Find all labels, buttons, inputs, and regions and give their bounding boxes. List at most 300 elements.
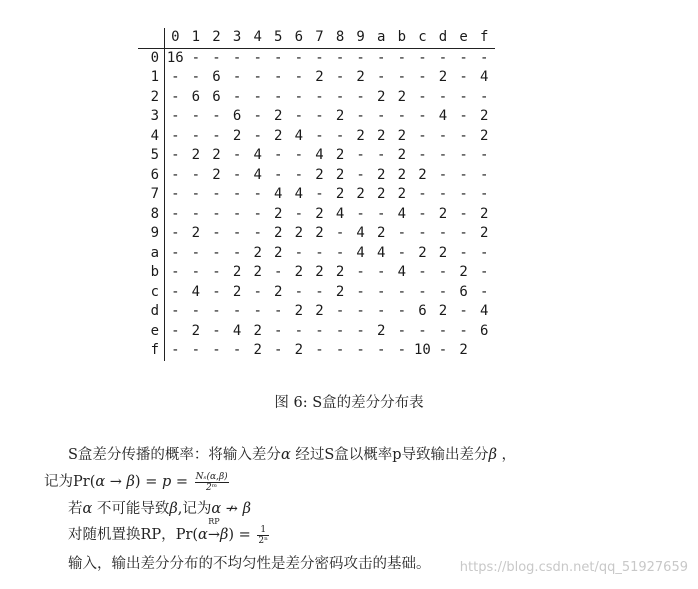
- table-cell: -: [418, 186, 427, 202]
- table-cell: 4: [294, 127, 304, 144]
- table-cell: -: [397, 225, 407, 241]
- table-cell: -: [438, 127, 448, 144]
- table-cell: -: [171, 127, 180, 144]
- table-cell: 2: [253, 264, 262, 280]
- table-cell: -: [191, 49, 201, 66]
- table-cell: -: [171, 205, 180, 222]
- table-cell: -: [459, 244, 468, 261]
- table-cell: -: [232, 225, 242, 241]
- row-header: 1: [138, 68, 165, 88]
- math-alpha: α: [198, 527, 208, 543]
- arrow-label: RP: [208, 517, 220, 526]
- table-cell: -: [274, 303, 283, 319]
- table-cell: 2: [274, 283, 283, 300]
- table-cell: -: [315, 322, 324, 339]
- table-cell: -: [438, 322, 448, 339]
- table-cell: -: [212, 205, 221, 222]
- table-cell: 4: [253, 166, 262, 183]
- table-cell: 2: [397, 166, 407, 183]
- table-cell: -: [418, 147, 427, 163]
- table-cell: -: [191, 186, 201, 202]
- table-cell: -: [253, 127, 262, 144]
- table-cell: -: [315, 88, 324, 105]
- math-pr: Pr(: [175, 527, 199, 543]
- table-cell: 2: [191, 225, 201, 241]
- table-cell: 2: [253, 322, 262, 339]
- table-cell: -: [377, 108, 386, 124]
- table-row: [138, 322, 495, 342]
- table-cell: -: [232, 186, 242, 202]
- table-cell: -: [377, 342, 386, 358]
- text-span: S盒差分传播的概率：将输入差分: [68, 447, 281, 463]
- table-cell: 6: [212, 88, 221, 105]
- table-cell: -: [191, 244, 201, 261]
- table-cell: 2: [397, 147, 407, 163]
- table-cell: -: [232, 303, 242, 319]
- table-row: [138, 68, 495, 88]
- table-row: [138, 146, 495, 166]
- table-cell: -: [315, 342, 324, 358]
- table-cell: 2: [253, 342, 262, 358]
- table-row: [138, 302, 495, 322]
- table-cell: -: [191, 69, 201, 85]
- table-cell: 2: [479, 205, 489, 222]
- table-cell: -: [315, 283, 324, 300]
- table-cell: -: [274, 147, 283, 163]
- table-cell: -: [479, 283, 489, 300]
- table-cell: -: [171, 88, 180, 105]
- table-row: [138, 166, 495, 186]
- table-cell: 2: [274, 225, 283, 241]
- row-header: 5: [138, 146, 165, 166]
- table-cell: 2: [438, 244, 448, 261]
- column-header: 9: [350, 28, 371, 48]
- table-cell: -: [171, 303, 180, 319]
- table-cell: -: [438, 283, 448, 300]
- table-cell: -: [479, 244, 489, 261]
- math-close: ) =: [134, 474, 162, 490]
- table-cell: -: [335, 69, 345, 85]
- table-cell: -: [191, 264, 201, 280]
- table-cell: -: [438, 147, 448, 163]
- table-cell: 16: [166, 49, 184, 66]
- table-cell: -: [459, 69, 468, 85]
- table-cell: -: [397, 244, 407, 261]
- table-cell: 2: [438, 205, 448, 222]
- table-cell: -: [335, 244, 345, 261]
- table-cell: -: [479, 88, 489, 105]
- table-cell: -: [171, 264, 180, 280]
- math-beta: β: [126, 474, 135, 490]
- table-cell: 6: [459, 283, 468, 300]
- table-cell: -: [479, 147, 489, 163]
- table-row: [138, 224, 495, 244]
- watermark-text: https://blog.csdn.net/qq_51927659: [459, 560, 688, 575]
- fraction-denominator: 2ᵐ: [206, 482, 218, 493]
- table-cell: 2: [191, 322, 201, 339]
- column-header: a: [371, 28, 392, 48]
- table-cell: -: [274, 264, 283, 280]
- table-cell: -: [294, 244, 304, 261]
- table-cell: -: [397, 69, 407, 85]
- table-cell: -: [274, 322, 283, 339]
- table-cell: 2: [274, 108, 283, 124]
- table-corner-cell: [138, 28, 165, 48]
- table-cell: 4: [479, 69, 489, 85]
- table-cell: 2: [212, 166, 221, 183]
- table-cell: -: [356, 49, 365, 66]
- table-cell: -: [191, 166, 201, 183]
- table-cell: 4: [356, 225, 365, 241]
- fraction-numerator: 1: [257, 525, 269, 536]
- column-header: f: [474, 28, 495, 48]
- table-cell: 2: [356, 69, 365, 85]
- table-cell: -: [253, 186, 262, 202]
- text-span: 若: [68, 501, 83, 517]
- table-cell: 2: [438, 69, 448, 85]
- row-header: b: [138, 263, 165, 283]
- table-cell: 4: [191, 283, 201, 300]
- table-cell: -: [232, 166, 242, 183]
- table-cell: -: [459, 49, 468, 66]
- table-cell: -: [418, 205, 427, 222]
- column-header: e: [453, 28, 474, 48]
- table-cell: 2: [274, 127, 283, 144]
- table-cell: -: [459, 166, 468, 183]
- table-cell: 2: [397, 186, 407, 202]
- text-span: ，: [496, 447, 517, 463]
- table-cell: 4: [356, 244, 365, 261]
- table-cell: -: [274, 69, 283, 85]
- table-cell: -: [315, 244, 324, 261]
- table-cell: -: [294, 88, 304, 105]
- table-cell: -: [438, 88, 448, 105]
- text-span: 不可能导致: [92, 501, 170, 517]
- table-cell: -: [335, 342, 345, 358]
- table-cell: -: [212, 342, 221, 358]
- table-cell: -: [315, 49, 324, 66]
- table-cell: -: [253, 88, 262, 105]
- table-cell: 2: [459, 264, 468, 280]
- table-cell: -: [253, 303, 262, 319]
- table-cell: 4: [315, 147, 324, 163]
- table-row: [138, 185, 495, 205]
- table-cell: -: [459, 186, 468, 202]
- column-header: 5: [268, 28, 289, 48]
- table-cell: -: [418, 283, 427, 300]
- table-cell: 2: [356, 186, 365, 202]
- paragraph-nonuniformity: 输入，输出差分分布的不均匀性是差分密码攻击的基础。: [68, 556, 431, 572]
- column-header: b: [392, 28, 413, 48]
- table-cell: 2: [377, 88, 386, 105]
- table-cell: 2: [315, 69, 324, 85]
- table-cell: -: [377, 49, 386, 66]
- table-cell: -: [356, 322, 365, 339]
- math-beta: β: [169, 501, 178, 517]
- table-cell: -: [418, 127, 427, 144]
- table-cell: 2: [335, 186, 345, 202]
- figure-caption: 图 6: S盒的差分分布表: [274, 395, 424, 411]
- table-row: [138, 283, 495, 303]
- table-cell: -: [232, 49, 242, 66]
- text-span: 对随机置换RP，: [68, 527, 176, 543]
- table-cell: -: [418, 264, 427, 280]
- table-cell: -: [171, 342, 180, 358]
- row-header: 6: [138, 166, 165, 186]
- table-header-row: [138, 28, 495, 48]
- table-cell: 6: [479, 322, 489, 339]
- table-cell: -: [459, 303, 468, 319]
- table-cell: -: [418, 108, 427, 124]
- table-cell: -: [212, 186, 221, 202]
- table-cell: -: [191, 342, 201, 358]
- row-header: c: [138, 283, 165, 303]
- table-cell: -: [212, 283, 221, 300]
- column-header: d: [433, 28, 454, 48]
- table-cell: -: [335, 88, 345, 105]
- table-cell: 2: [459, 342, 468, 358]
- table-cell: -: [418, 225, 427, 241]
- math-not-leads-to: α ↛ β: [211, 501, 251, 517]
- table-cell: -: [232, 147, 242, 163]
- table-cell: 2: [479, 225, 489, 241]
- text-span: 记为: [44, 474, 73, 490]
- math-arrow: →: [105, 474, 127, 490]
- row-header: e: [138, 322, 165, 342]
- table-cell: -: [232, 205, 242, 222]
- table-cell: -: [232, 88, 242, 105]
- arrow-glyph: →: [207, 527, 220, 543]
- table-cell: -: [356, 166, 365, 183]
- table-cell: 6: [232, 108, 242, 124]
- table-cell: -: [335, 49, 345, 66]
- table-cell: -: [294, 49, 304, 66]
- table-cell: -: [274, 88, 283, 105]
- row-header: 4: [138, 127, 165, 147]
- table-cell: -: [377, 69, 386, 85]
- table-cell: 2: [232, 264, 242, 280]
- table-cell: -: [335, 322, 345, 339]
- column-header: 6: [289, 28, 310, 48]
- row-header: 2: [138, 88, 165, 108]
- table-cell: -: [171, 69, 180, 85]
- table-cell: -: [253, 205, 262, 222]
- table-cell: -: [459, 88, 468, 105]
- table-cell: -: [397, 322, 407, 339]
- table-cell: -: [377, 147, 386, 163]
- table-cell: -: [253, 108, 262, 124]
- table-cell: 4: [397, 264, 407, 280]
- table-cell: 4: [232, 322, 242, 339]
- table-cell: 2: [315, 205, 324, 222]
- paragraph-impossible-differential: [68, 497, 251, 518]
- table-row: [138, 127, 495, 147]
- table-cell: -: [171, 244, 180, 261]
- table-cell: -: [397, 342, 407, 358]
- row-header: f: [138, 341, 165, 361]
- table-cell: -: [459, 147, 468, 163]
- table-cell: -: [253, 49, 262, 66]
- table-cell: 2: [479, 108, 489, 124]
- row-header: a: [138, 244, 165, 264]
- table-cell: -: [232, 244, 242, 261]
- difference-distribution-table-container: [138, 28, 508, 368]
- table-cell: 2: [315, 166, 324, 183]
- table-cell: -: [274, 342, 283, 358]
- table-cell: -: [315, 108, 324, 124]
- math-fraction: [257, 525, 269, 546]
- table-cell: -: [377, 303, 386, 319]
- table-cell: 2: [418, 166, 427, 183]
- table-cell: -: [377, 205, 386, 222]
- math-alpha: α: [95, 474, 106, 490]
- table-cell: -: [335, 127, 345, 144]
- table-cell: 2: [274, 244, 283, 261]
- table-row: [138, 205, 495, 225]
- table-cell: -: [212, 303, 221, 319]
- table-row: [138, 341, 495, 361]
- table-cell: -: [294, 69, 304, 85]
- table-cell: 6: [191, 88, 201, 105]
- table-cell: 2: [335, 108, 345, 124]
- table-cell: -: [418, 49, 427, 66]
- table-cell: -: [171, 147, 180, 163]
- table-row: [138, 88, 495, 108]
- table-cell: -: [253, 225, 262, 241]
- table-cell: -: [438, 49, 448, 66]
- paragraph-sbox-probability: [68, 443, 516, 464]
- table-cell: -: [356, 342, 365, 358]
- table-cell: 2: [212, 147, 221, 163]
- table-cell: 10: [413, 342, 431, 358]
- table-cell: -: [294, 147, 304, 163]
- table-cell: 2: [377, 166, 386, 183]
- difference-distribution-table: [138, 28, 495, 361]
- table-cell: 2: [232, 127, 242, 144]
- table-cell: -: [294, 283, 304, 300]
- table-cell: -: [212, 322, 221, 339]
- paragraph-random-permutation: [68, 517, 271, 546]
- column-header: 4: [247, 28, 268, 48]
- table-cell: -: [253, 283, 262, 300]
- table-cell: -: [377, 264, 386, 280]
- table-cell: 2: [315, 225, 324, 241]
- table-cell: 4: [335, 205, 345, 222]
- table-cell: 2: [397, 127, 407, 144]
- table-cell: -: [479, 166, 489, 183]
- math-beta: β: [220, 527, 229, 543]
- table-cell: 6: [212, 69, 221, 85]
- table-cell: -: [294, 205, 304, 222]
- table-cell: -: [171, 186, 180, 202]
- math-beta: β: [488, 447, 497, 463]
- table-cell: -: [356, 303, 365, 319]
- row-header: 0: [138, 48, 165, 68]
- table-cell: -: [479, 186, 489, 202]
- row-header: 8: [138, 205, 165, 225]
- table-cell: 2: [377, 225, 386, 241]
- table-cell: -: [274, 166, 283, 183]
- table-cell: -: [459, 108, 468, 124]
- table-cell: -: [438, 264, 448, 280]
- table-cell: -: [418, 88, 427, 105]
- table-cell: -: [438, 166, 448, 183]
- table-cell: 2: [418, 244, 427, 261]
- column-header: 8: [330, 28, 351, 48]
- column-header: 7: [309, 28, 330, 48]
- table-cell: 2: [294, 264, 304, 280]
- table-cell: 4: [479, 303, 489, 319]
- row-header: d: [138, 302, 165, 322]
- table-cell: -: [335, 303, 345, 319]
- table-cell: -: [294, 322, 304, 339]
- table-cell: -: [418, 322, 427, 339]
- table-cell: -: [356, 283, 365, 300]
- table-row: [138, 107, 495, 127]
- table-cell: 2: [335, 147, 345, 163]
- table-row: [138, 244, 495, 264]
- fraction-numerator: Nₛ(α,β): [195, 471, 228, 482]
- text-span: ,记为: [177, 501, 212, 517]
- table-cell: 6: [418, 303, 427, 319]
- table-cell: -: [377, 283, 386, 300]
- table-cell: 4: [274, 186, 283, 202]
- table-cell: -: [212, 49, 221, 66]
- math-equals: =: [171, 474, 193, 490]
- table-cell: 2: [335, 166, 345, 183]
- math-fraction: [195, 472, 229, 493]
- table-cell: [474, 341, 495, 361]
- table-cell: -: [438, 225, 448, 241]
- table-cell: -: [212, 244, 221, 261]
- table-cell: 2: [438, 303, 448, 319]
- table-cell: -: [438, 186, 448, 202]
- table-cell: -: [171, 108, 180, 124]
- table-cell: -: [418, 69, 427, 85]
- math-pr: Pr(: [73, 474, 96, 490]
- table-cell: 2: [315, 303, 324, 319]
- table-cell: 2: [335, 283, 345, 300]
- table-cell: -: [459, 127, 468, 144]
- table-cell: -: [438, 342, 448, 358]
- table-cell: 2: [294, 303, 304, 319]
- table-cell: 4: [438, 108, 448, 124]
- table-cell: -: [335, 225, 345, 241]
- table-row: [138, 263, 495, 283]
- table-row: [138, 48, 495, 68]
- table-cell: -: [171, 225, 180, 241]
- table-cell: 2: [377, 127, 386, 144]
- table-cell: -: [459, 225, 468, 241]
- table-cell: 2: [377, 322, 386, 339]
- table-cell: 2: [274, 205, 283, 222]
- table-cell: -: [356, 147, 365, 163]
- table-cell: 4: [397, 205, 407, 222]
- table-cell: -: [171, 283, 180, 300]
- table-cell: -: [191, 127, 201, 144]
- table-cell: -: [397, 283, 407, 300]
- table-cell: -: [294, 166, 304, 183]
- table-cell: 4: [294, 186, 304, 202]
- table-cell: 2: [294, 225, 304, 241]
- table-cell: 2: [397, 88, 407, 105]
- table-cell: -: [232, 69, 242, 85]
- column-header: c: [412, 28, 433, 48]
- table-cell: 2: [335, 264, 345, 280]
- table-cell: -: [459, 322, 468, 339]
- table-cell: 2: [356, 127, 365, 144]
- text-span: 经过S盒以概率p导致输出差分: [290, 447, 489, 463]
